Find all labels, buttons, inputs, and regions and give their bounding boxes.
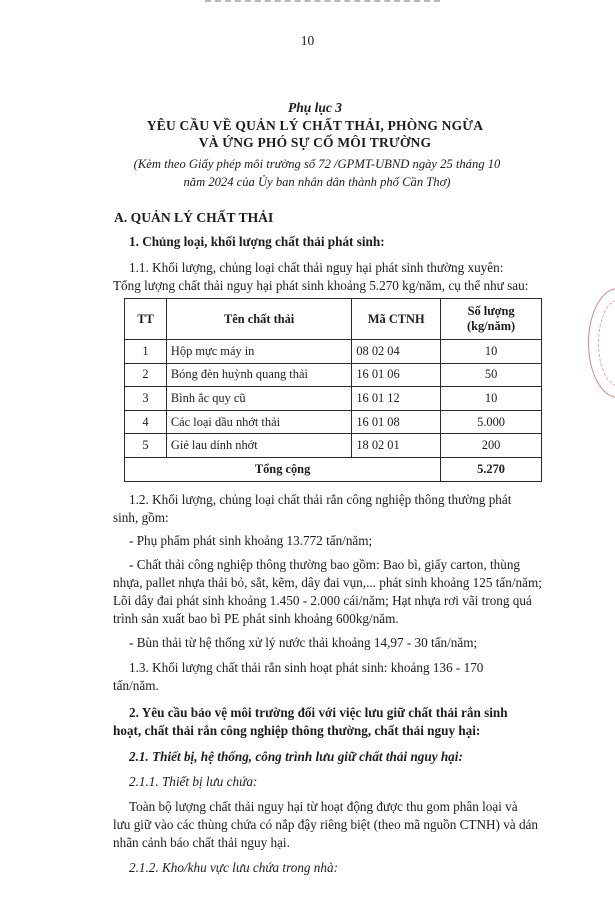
cell-qty: 10	[441, 340, 542, 364]
title-line-2: VÀ ỨNG PHÓ SỰ CỐ MÔI TRƯỜNG	[198, 135, 432, 150]
cell-code: 16 01 08	[352, 410, 441, 434]
heading-2-line-2: hoạt, chất thải rắn công nghiệp thông thường, chất thải nguy hại:	[113, 723, 481, 738]
table-row	[125, 340, 542, 364]
subtitle-line-1: (Kèm theo Giấy phép môi trường số 72 /GPMT-UBND ngày 25 tháng 10	[133, 157, 501, 171]
cell-tt: 3	[125, 387, 167, 411]
para-2-1-1-line-1: Toàn bộ lượng chất thải nguy hại từ hoạt động được thu gom phân loại và	[129, 799, 518, 814]
cell-tt: 2	[125, 363, 167, 387]
table-row	[125, 410, 542, 434]
bullet-2-line-2: nhựa, pallet nhựa thải bỏ, sắt, kẽm, dây đai vụn,... phát sinh khoảng 125 tấn/năm;	[113, 575, 542, 590]
cell-name: Các loại dầu nhớt thải	[166, 410, 351, 434]
cell-qty: 10	[441, 387, 542, 411]
para-1-2-line-1: 1.2. Khối lượng, chủng loại chất thải rắn công nghiệp thông thường phát	[129, 492, 512, 507]
para-1-1-line-2: Tổng lượng chất thải nguy hại phát sinh khoảng 5.270 kg/năm, cụ thể như sau:	[113, 278, 529, 293]
cell-name: Bình ắc quy cũ	[166, 387, 351, 411]
cell-qty: 200	[441, 434, 542, 458]
cell-code: 16 01 12	[352, 387, 441, 411]
title-line-1: YÊU CẦU VỀ QUẢN LÝ CHẤT THẢI, PHÒNG NGỪA	[146, 118, 484, 133]
bullet-2-line-4: trình sản xuất bao bì PE phát sinh khoảng 600kg/năm.	[113, 611, 399, 626]
cell-name: Bóng đèn huỳnh quang thải	[166, 363, 351, 387]
bullet-2-line-1: - Chất thải công nghiệp thông thường bao gồm: Bao bì, giấy carton, thùng	[129, 557, 521, 572]
para-1-3-line-2: tấn/năm.	[113, 678, 159, 693]
cell-code: 18 02 01	[352, 434, 441, 458]
header-qty-line-2: (kg/năm)	[466, 319, 516, 333]
scan-edge-mark	[205, 0, 440, 3]
para-1-3-line-1: 1.3. Khối lượng chất thải rắn sinh hoạt phát sinh: khoảng 136 - 170	[129, 660, 484, 675]
cell-code: 08 02 04	[352, 340, 441, 364]
cell-qty: 5.000	[441, 410, 542, 434]
cell-tt: 1	[125, 340, 167, 364]
cell-tt: 5	[125, 434, 167, 458]
cell-qty: 50	[441, 363, 542, 387]
cell-name: Hộp mực máy in	[166, 340, 351, 364]
para-1-2-line-2: sinh, gồm:	[113, 510, 169, 525]
heading-2-1-1: 2.1.1. Thiết bị lưu chứa:	[129, 774, 258, 789]
heading-2-1-2: 2.1.2. Kho/khu vực lưu chứa trong nhà:	[129, 860, 338, 875]
hazardous-waste-table	[124, 298, 542, 482]
subtitle-line-2: năm 2024 của Ủy ban nhân dân thành phố Cần Thơ)	[183, 175, 451, 189]
bullet-2-line-3: Lõi dây đai phát sinh khoảng 1.450 - 2.000 cái/năm; Hạt nhựa rơi vãi trong quá	[113, 593, 532, 608]
bullet-3: - Bùn thải từ hệ thống xử lý nước thải khoảng 14,97 - 30 tấn/năm;	[129, 635, 478, 650]
section-a-heading: A. QUẢN LÝ CHẤT THẢI	[114, 210, 274, 225]
appendix-label: Phụ lục 3	[287, 100, 342, 115]
bullet-1: - Phụ phẩm phát sinh khoảng 13.772 tấn/năm;	[129, 533, 373, 548]
header-name: Tên chất thải	[166, 299, 351, 340]
para-2-1-1-line-2: lưu giữ vào các thùng chứa có nắp đậy riêng biệt (theo mã nguồn CTNH) và dán	[113, 817, 539, 832]
heading-2-1: 2.1. Thiết bị, hệ thống, công trình lưu giữ chất thải nguy hại:	[129, 749, 463, 764]
cell-code: 16 01 06	[352, 363, 441, 387]
cell-name: Giẻ lau dính nhớt	[166, 434, 351, 458]
page-number: 10	[300, 33, 315, 48]
header-code: Mã CTNH	[352, 299, 441, 340]
cell-tt: 4	[125, 410, 167, 434]
table-row	[125, 434, 542, 458]
heading-2-line-1: 2. Yêu cầu bảo vệ môi trường đối với việc lưu giữ chất thải rắn sinh	[129, 705, 508, 720]
para-2-1-1-line-3: nhãn cảnh báo chất thải nguy hại.	[113, 835, 290, 850]
total-label: Tổng cộng	[125, 457, 441, 481]
para-1-1-line-1: 1.1. Khối lượng, chủng loại chất thải nguy hại phát sinh thường xuyên:	[129, 260, 504, 275]
heading-1: 1. Chủng loại, khối lượng chất thải phát sinh:	[129, 234, 385, 249]
header-tt: TT	[125, 299, 167, 340]
total-value: 5.270	[441, 457, 542, 481]
table-row	[125, 363, 542, 387]
header-qty	[441, 299, 542, 340]
table-row	[125, 387, 542, 411]
table-header-row	[125, 299, 542, 340]
header-qty-line-1: Số lượng	[467, 304, 515, 318]
table-total-row	[125, 457, 542, 481]
